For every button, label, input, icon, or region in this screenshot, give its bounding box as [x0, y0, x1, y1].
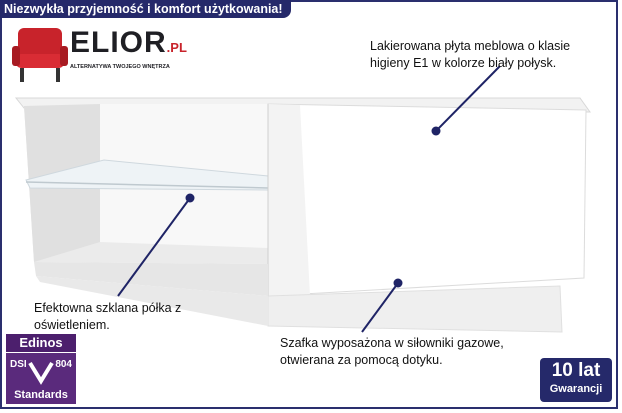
callout-dot-top [432, 127, 441, 136]
promo-banner: Niezwykła przyjemność i komfort użytkowania! [0, 0, 291, 18]
certificate-body [6, 353, 76, 404]
brand-tagline: ALTERNATYWA TWOJEGO WNĘTRZA [70, 64, 170, 70]
certificate-code-left: DSI [10, 359, 27, 370]
callout-dot-left [186, 194, 195, 203]
certificate-code-right: 804 [55, 359, 72, 370]
warranty-years: 10 lat [551, 360, 601, 381]
cabinet-door [268, 104, 586, 296]
certificate-label: Standards [14, 389, 68, 401]
callout-glass-shelf: Efektowna szklana półka z oświetleniem. [34, 301, 182, 332]
callout-gas-lifts: Szafka wyposażona w siłowniki gazowe, otwierana za pomocą dotyku. [280, 336, 504, 367]
warranty-badge [540, 358, 612, 402]
warranty-label: Gwarancji [549, 383, 603, 395]
edinos-certificate-badge [6, 334, 76, 404]
callout-finish: Lakierowana płyta meblowa o klasie higieny E1 w kolorze biały połysk. [370, 39, 571, 70]
callout-dot-right [394, 279, 403, 288]
certificate-name: Edinos [6, 334, 76, 352]
brand-name: ELIOR.PL [70, 26, 187, 59]
